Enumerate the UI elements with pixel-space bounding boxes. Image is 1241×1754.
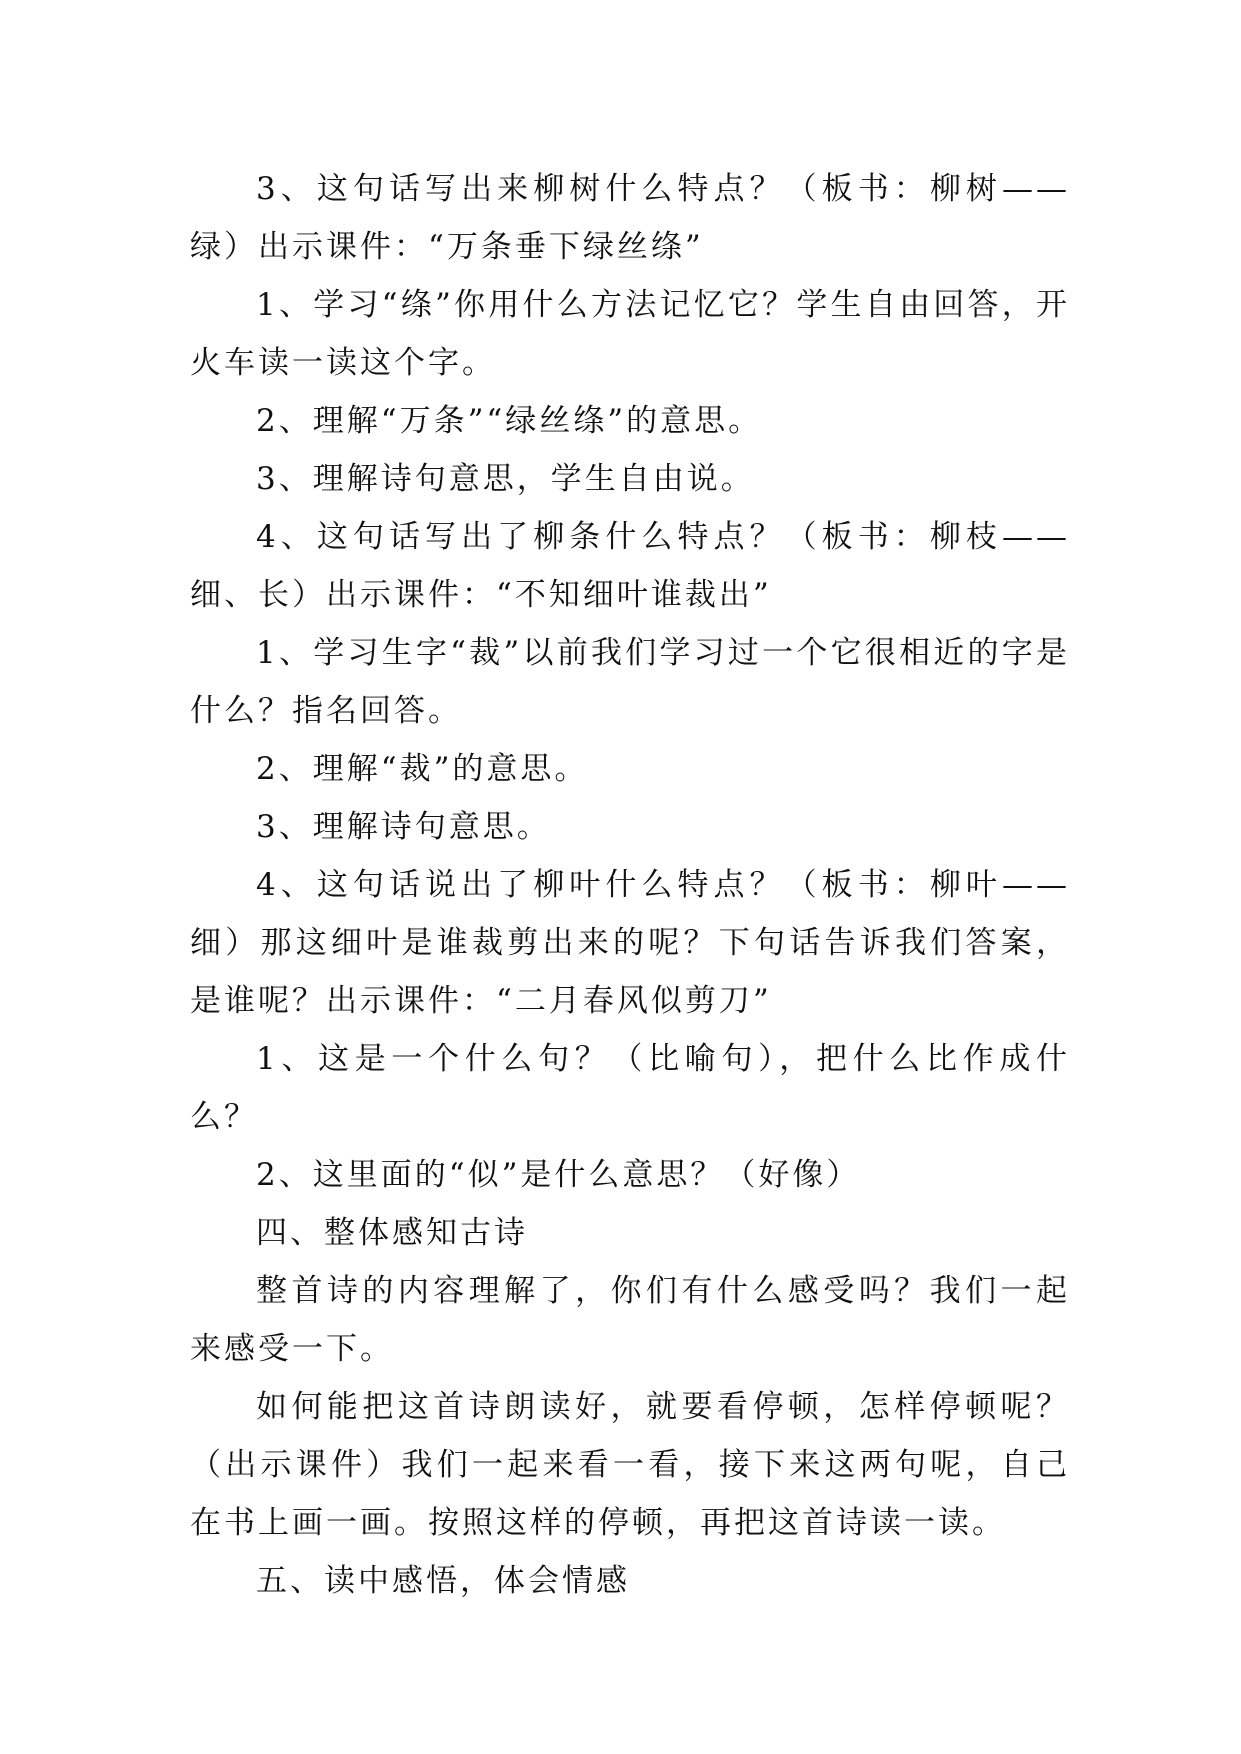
paragraph-1: 3、这句话写出来柳树什么特点？（板书：柳树——绿）出示课件：“万条垂下绿丝绦” bbox=[190, 171, 1070, 265]
section-heading-5: 五、读中感悟，体会情感 bbox=[256, 1563, 630, 1599]
document-body bbox=[190, 160, 1070, 1610]
paragraph-13: 整首诗的内容理解了，你们有什么感受吗？我们一起来感受一下。 bbox=[190, 1273, 1070, 1367]
paragraph-2: 1、学习“绦”你用什么方法记忆它？学生自由回答，开火车读一读这个字。 bbox=[190, 287, 1070, 381]
paragraph-5: 4、这句话写出了柳条什么特点？（板书：柳枝——细、长）出示课件：“不知细叶谁裁出” bbox=[190, 519, 1070, 613]
paragraph-6: 1、学习生字“裁”以前我们学习过一个它很相近的字是什么？指名回答。 bbox=[190, 635, 1070, 729]
paragraph-7: 2、理解“裁”的意思。 bbox=[256, 751, 589, 787]
paragraph-10: 1、这是一个什么句？（比喻句），把什么比作成什么？ bbox=[190, 1041, 1070, 1135]
paragraph-3: 2、理解“万条”“绿丝绦”的意思。 bbox=[256, 403, 763, 439]
section-heading-4: 四、整体感知古诗 bbox=[256, 1215, 528, 1251]
paragraph-4: 3、理解诗句意思，学生自由说。 bbox=[256, 461, 755, 497]
paragraph-9: 4、这句话说出了柳叶什么特点？（板书：柳叶——细）那这细叶是谁裁剪出来的呢？下句话告诉我们答案，是谁呢？出示课件：“二月春风似剪刀” bbox=[190, 867, 1070, 1019]
paragraph-8: 3、理解诗句意思。 bbox=[256, 809, 551, 845]
paragraph-14: 如何能把这首诗朗读好，就要看停顿，怎样停顿呢？（出示课件）我们一起来看一看，接下来这两句呢，自己在书上画一画。按照这样的停顿，再把这首诗读一读。 bbox=[190, 1389, 1070, 1541]
paragraph-11: 2、这里面的“似”是什么意思？（好像） bbox=[256, 1157, 861, 1193]
